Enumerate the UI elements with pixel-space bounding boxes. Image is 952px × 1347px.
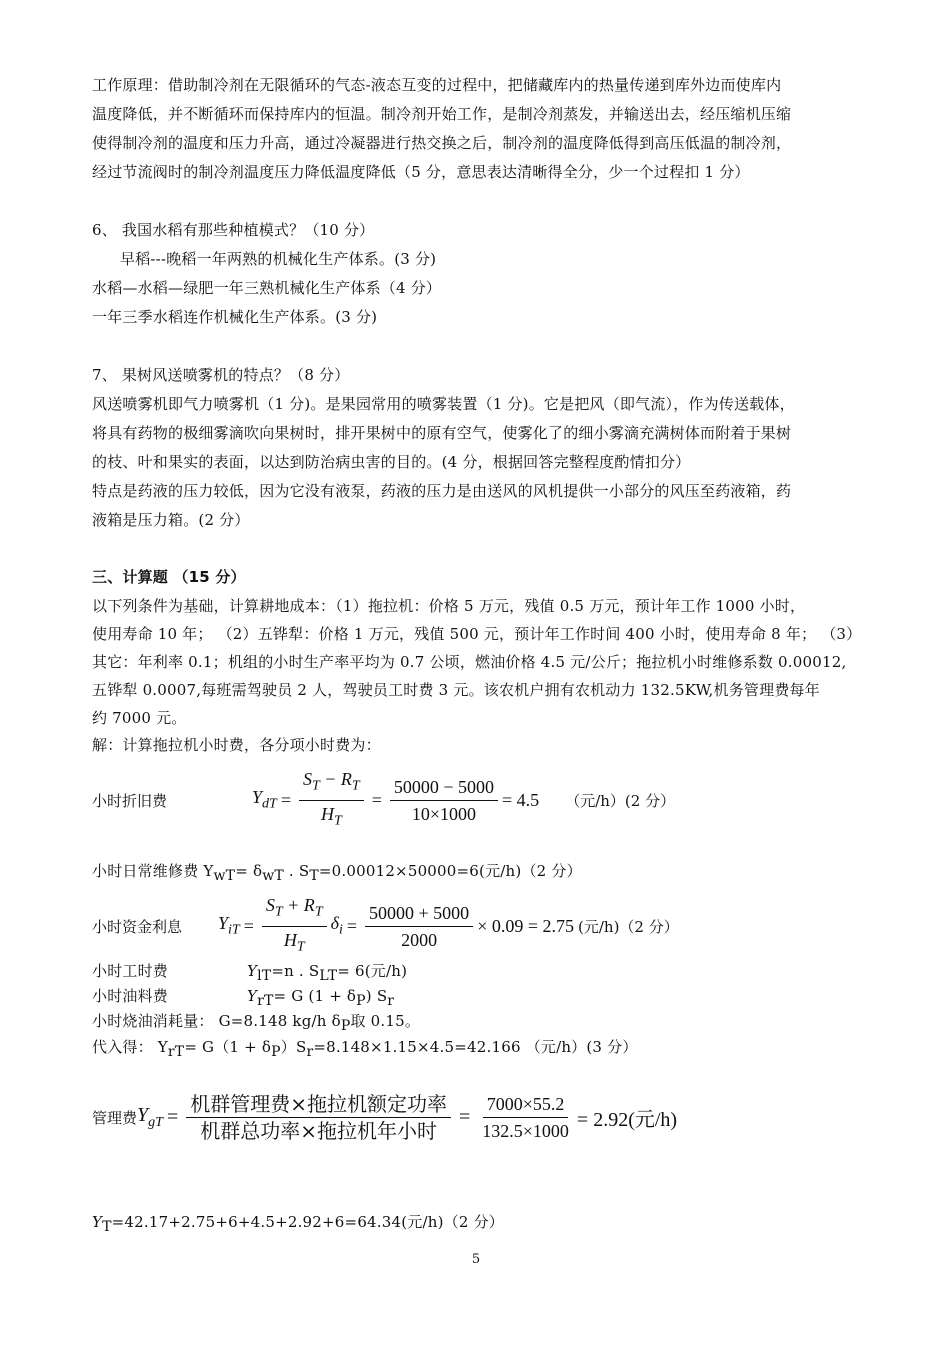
depreciation-result: = 4.5 (502, 789, 540, 810)
depreciation-equation: 小时折旧费 $Y_{dT}$ = $\frac{S_T - R_T}{H_T}$ = $\frac{50000 - 5000}{10\times 1000}$ = 4.5 （元/h）(2 分） (92, 768, 675, 832)
management-numeric-fraction: $\frac{7000\times 55.2}{132.5\times 1000}$ (482, 1094, 569, 1141)
management-equation: 管理费 $Y_{gT}$ = $\frac{\text{机群管理费×拖拉机额定功率}}{\text{机群总功率×拖拉机年小时}}$ = $\frac{7000\times 55.2}{132.5\times 1000}$ = 2.92(元/h) (92, 1092, 678, 1143)
depreciation-lhs: $Y_{dT}$ (252, 787, 277, 812)
management-lhs: $Y_{gT}$ (137, 1104, 163, 1130)
section-3-heading: 三、计算题 （15 分） (92, 568, 246, 586)
problem-line-5: 约 7000 元。 (92, 709, 187, 727)
management-label: 管理费 (92, 1109, 138, 1127)
principle-line-1: 工作原理：借助制冷剂在无限循环的气态-液态互变的过程中，把储藏库内的热量传递到库外边而使库内 (92, 76, 782, 94)
question-7-line-4: 特点是药液的压力较低，因为它没有液泵，药液的压力是由送风的风机提供一小部分的风压至药液箱，药 (92, 482, 792, 500)
problem-line-2: 使用寿命 10 年； （2）五铧犁：价格 1 万元，残值 500 元，预计年工作时间 400 小时，使用寿命 8 年； （3） (92, 625, 862, 643)
interest-numeric-fraction: $\frac{50000 + 5000}{2000}$ (365, 902, 473, 951)
question-7-line-5: 液箱是压力箱。(2 分） (92, 511, 250, 529)
principle-line-2: 温度降低，并不断循环而保持库内的恒温。制冷剂开始工作，是制冷剂蒸发，并输送出去，经压缩机压缩 (92, 105, 792, 123)
problem-line-1: 以下列条件为基础，计算耕地成本：（1）拖拉机：价格 5 万元，残值 0.5 万元，预计年工作 1000 小时， (92, 597, 806, 615)
interest-equation: 小时资金利息 $Y_{iT}$ = $\frac{S_T + R_T}{H_T}$ $\delta_i$ = $\frac{50000 + 5000}{2000}$ × 0.09 = 2.75 (元/h)（2 分） (92, 894, 679, 958)
question-7-line-1: 风送喷雾机即气力喷雾机（1 分)。是果园常用的喷雾装置（1 分)。它是把风（即气流），作为传送载体， (92, 395, 795, 413)
problem-line-3: 其它：年利率 0.1；机组的小时生产率平均为 0.7 公顷，燃油价格 4.5 元/公斤；拖拉机小时维修系数 0.00012, (92, 653, 847, 671)
question-7-line-3: 的枝、叶和果实的表面，以达到防治病虫害的目的。(4 分，根据回答完整程度酌情扣分） (92, 453, 691, 471)
question-6-answer-1: 早稻---晚稻一年两熟的机械化生产体系。(3 分) (120, 250, 437, 268)
question-6-answer-2: 水稻—水稻—绿肥一年三熟机械化生产体系（4 分） (92, 279, 442, 297)
depreciation-symbolic-fraction: $\frac{S_T - R_T}{H_T}$ (299, 768, 364, 832)
depreciation-numeric-fraction: $\frac{50000 - 5000}{10\times 1000}$ (390, 776, 498, 825)
depreciation-label: 小时折旧费 (92, 791, 168, 810)
principle-line-3: 使得制冷剂的温度和压力升高，通过冷凝器进行热交换之后，制冷剂的温度降低得到高压低温的制冷剂， (92, 134, 792, 152)
substitution-line: 代入得： $Y_{rT}= G(1 + \delta_P)S_r=8.148\times 1.15\times 4.5=42.166$ （元/h）(3 分） (92, 1038, 638, 1060)
labor-line: 小时工时费 $Y_{lT}=n$ . $S_{LT}= 6$(元/h) (92, 962, 408, 984)
interest-result: × 0.09 = 2.75 (477, 915, 574, 936)
fuel-line: 小时油料费 $Y_{rT}= G$ $(1 + \delta_P)$ $S_r$ (92, 987, 395, 1009)
depreciation-note: （元/h）(2 分） (565, 791, 676, 810)
interest-symbolic-fraction: $\frac{S_T + R_T}{H_T}$ (262, 894, 327, 958)
interest-label: 小时资金利息 (92, 917, 183, 936)
interest-note: (元/h)（2 分） (578, 917, 679, 936)
fuel-consumption-line: 小时烧油消耗量： G=8.148 kg/h $\delta_P$取 0.15。 (92, 1012, 421, 1034)
question-6-answer-3: 一年三季水稻连作机械化生产体系。(3 分) (92, 308, 378, 326)
page-number: 5 (471, 1252, 481, 1267)
question-7-line-2: 将具有药物的极细雾滴吹向果树时，排开果树中的原有空气，使雾化了的细小雾滴充满树体而附着于果树 (92, 424, 792, 442)
principle-line-4: 经过节流阀时的制冷剂温度压力降低温度降低（5 分，意思表达清晰得全分，少一个过程扣 1 分） (92, 163, 750, 181)
total-line: $Y_T=42.17+2.75+6+4.5+2.92+6=64.34$(元/h)（2 分） (92, 1213, 504, 1235)
question-7-title: 7、 果树风送喷雾机的特点？（8 分） (92, 366, 350, 384)
question-6-title: 6、 我国水稻有那些种植模式？（10 分） (92, 221, 375, 239)
problem-line-4: 五铧犁 0.0007,每班需驾驶员 2 人，驾驶员工时费 3 元。该农机户拥有农机动力 132.5KW,机务管理费每年 (92, 681, 820, 699)
management-result: = 2.92(元/h) (576, 1109, 678, 1131)
solution-intro: 解：计算拖拉机小时费，各分项小时费为： (92, 736, 381, 754)
management-word-fraction: $\frac{\text{机群管理费×拖拉机额定功率}}{\text{机群总功率×拖拉机年小时}}$ (186, 1093, 451, 1142)
maintenance-line: 小时日常维修费 $Y_{wT}= \delta_{wT}$ . $S_T=0.00012\times 50000=6$(元/h)（2 分） (92, 862, 582, 884)
interest-lhs: $Y_{iT}$ (218, 913, 240, 938)
